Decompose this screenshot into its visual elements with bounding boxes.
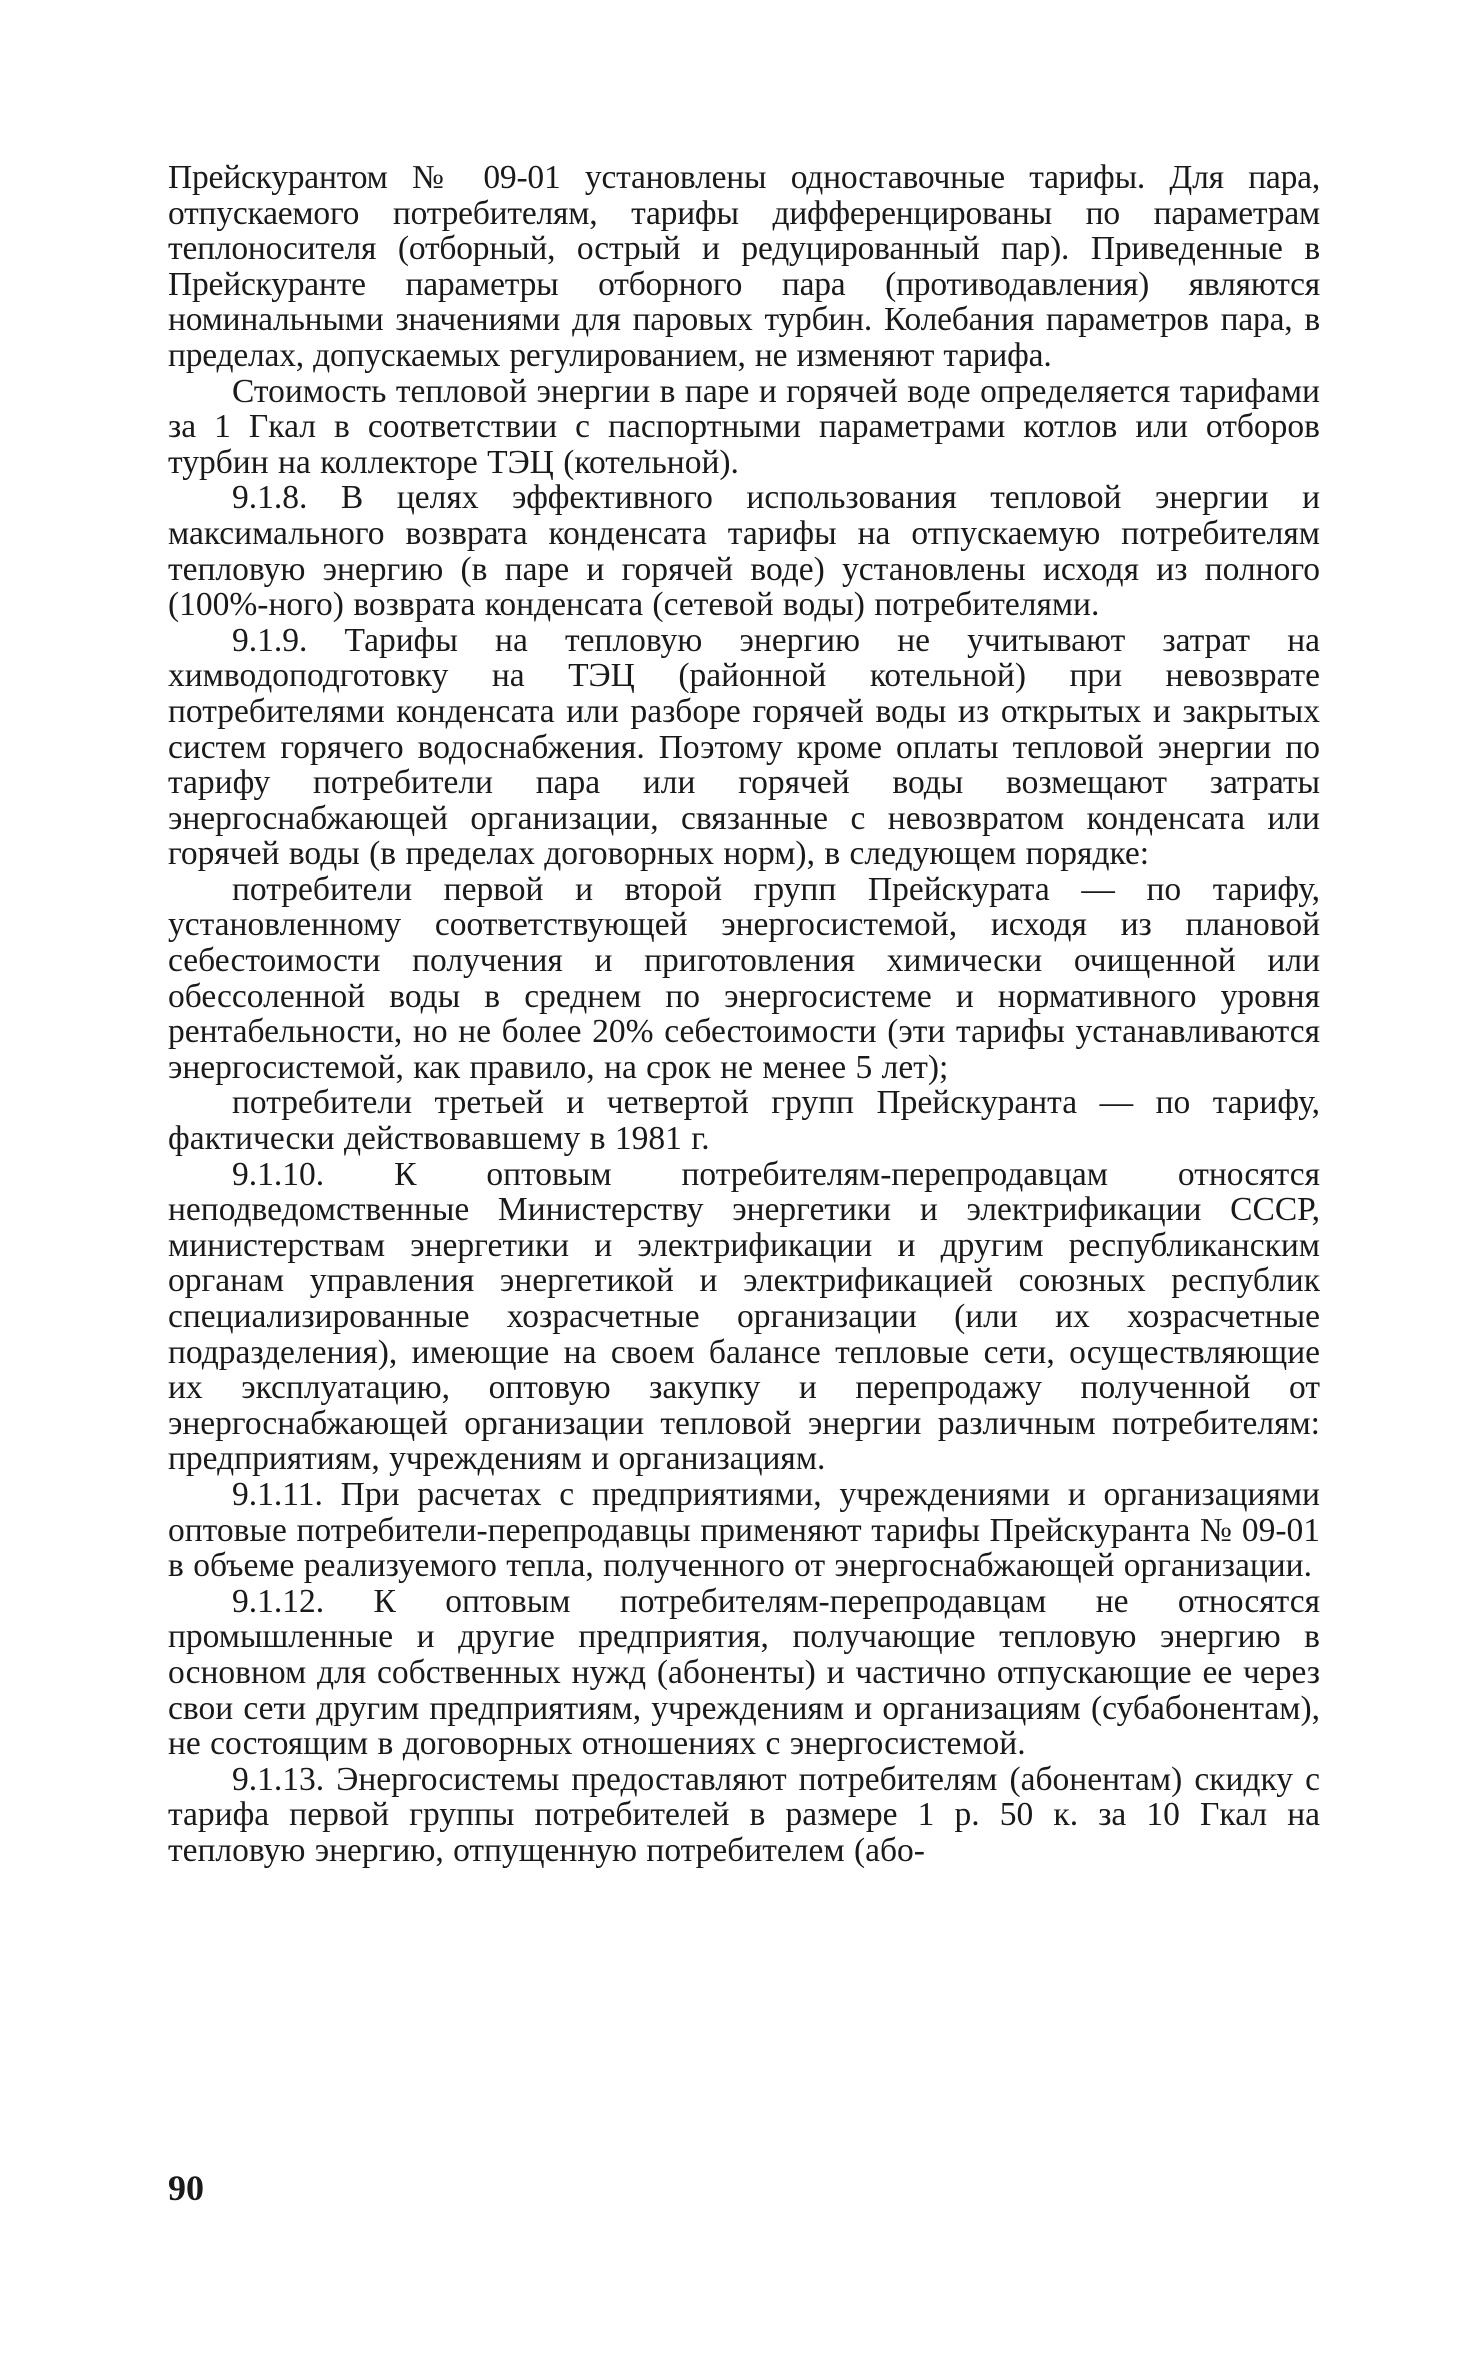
paragraph-9-1-10: 9.1.10. К оптовым потребителям-перепродавцам относятся неподведомственные Министерству энергетики и электрификации СССР, министерствам энергетики и электрификации и другим республиканским органам управления энергетикой и электрификацией союзных республик специализированные хозрасчетные организации (или их хозрасчетные подразделения), имеющие на своем балансе тепловые сети, осуществляющие их эксплуатацию, оптовую закупку и перепродажу полученной от энергоснабжающей организации тепловой энергии различным потребителям: предприятиям, учреждениям и организациям. bbox=[168, 1155, 1320, 1478]
page-number: 90 bbox=[168, 2168, 204, 2208]
page-body bbox=[168, 160, 1320, 1869]
paragraph-groups-1-2: потребители первой и второй групп Прейскурата — по тарифу, установленному соответствующей энергосистемой, исходя из плановой себестоимости получения и приготовления химически очищенной или обессоленной воды в среднем по энергосистеме и нормативного уровня рентабельности, но не более 20% себестоимости (эти тарифы устанавливаются энергосистемой, как правило, на срок не менее 5 лет); bbox=[168, 870, 1320, 1086]
paragraph-groups-3-4: потребители третьей и четвертой групп Прейскуранта — по тарифу, фактически действовавшему в 1981 г. bbox=[168, 1084, 1320, 1158]
paragraph-9-1-11: 9.1.11. При расчетах с предприятиями, учреждениями и организациями оптовые потребители-перепродавцы применяют тарифы Прейскуранта № 09-01 в объеме реализуемого тепла, полученного от энергоснабжающей организации. bbox=[168, 1475, 1320, 1585]
paragraph-1: Прейскурантом № 09-01 установлены одноставочные тарифы. Для пара, отпускаемого потребителям, тарифы дифференцированы по параметрам теплоносителя (отборный, острый и редуцированный пар). Приведенные в Прейскуранте параметры отборного пара (противодавления) являются номинальными значениями для паровых турбин. Колебания параметров пара, в пределах, допускаемых регулированием, не изменяют тарифа. bbox=[168, 159, 1320, 374]
paragraph-9-1-13: 9.1.13. Энергосистемы предоставляют потребителям (абонентам) скидку с тарифа первой группы потребителей в размере 1 р. 50 к. за 10 Гкал на тепловую энергию, отпущенную потребителем (або- bbox=[168, 1760, 1320, 1869]
paragraph-9-1-8: 9.1.8. В целях эффективного использования тепловой энергии и максимального возврата конденсата тарифы на отпускаемую потребителям тепловую энергию (в паре и горячей воде) установлены исходя из полного (100%-ного) возврата конденсата (сетевой воды) потребителями. bbox=[168, 479, 1320, 624]
paragraph-2: Стоимость тепловой энергии в паре и горячей воде определяется тарифами за 1 Гкал в соответствии с паспортными параметрами котлов или отборов турбин на коллекторе ТЭЦ (котельной). bbox=[168, 372, 1320, 481]
paragraph-9-1-9: 9.1.9. Тарифы на тепловую энергию не учитывают затрат на химводоподготовку на ТЭЦ (районной котельной) при невозврате потребителями конденсата или разборе горячей воды из открытых и закрытых систем горячего водоснабжения. Поэтому кроме оплаты тепловой энергии по тарифу потребители пара или горячей воды возмещают затраты энергоснабжающей организации, связанные с невозвратом конденсата или горячей воды (в пределах договорных норм), в следующем порядке: bbox=[168, 621, 1320, 873]
paragraph-9-1-12: 9.1.12. К оптовым потребителям-перепродавцам не относятся промышленные и другие предприятия, получающие тепловую энергию в основном для собственных нужд (абоненты) и частично отпускающие ее через свои сети другим предприятиям, учреждениям и организациям (субабонентам), не состоящим в договорных отношениях с энергосистемой. bbox=[168, 1582, 1320, 1763]
